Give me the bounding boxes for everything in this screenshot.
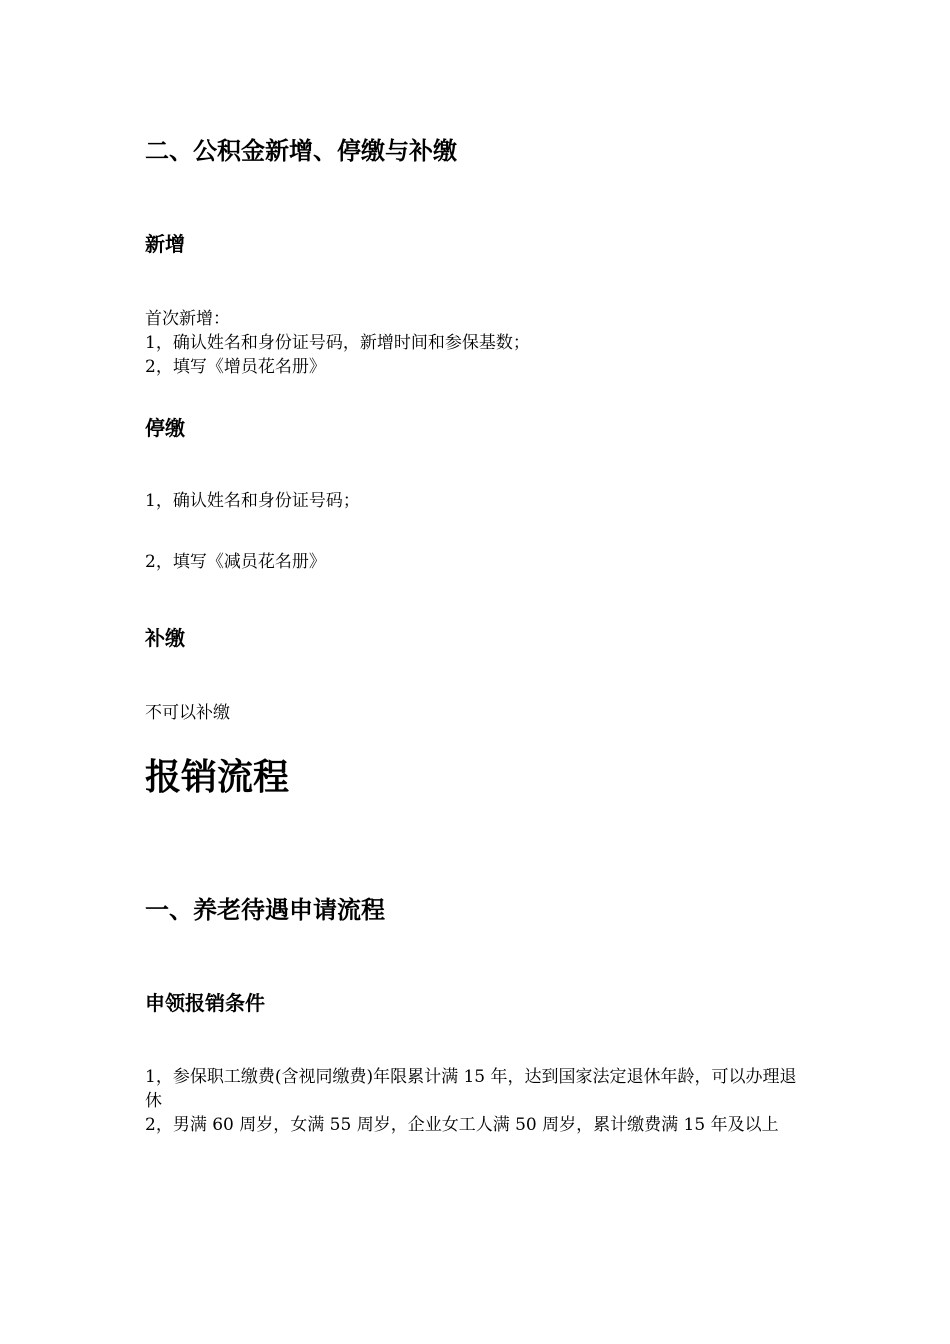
condition-item-1: 1，参保职工缴费(含视同缴费)年限累计满 15 年，达到国家法定退休年龄，可以办理退休 bbox=[145, 1067, 797, 1111]
stop-step-2: 2，填写《减员花名册》 bbox=[145, 552, 326, 572]
heading-supplement: 补缴 bbox=[145, 626, 185, 650]
supplement-text: 不可以补缴 bbox=[145, 703, 230, 723]
condition-item-2: 2，男满 60 周岁，女满 55 周岁，企业女工人满 50 周岁，累计缴费满 15 年及以上 bbox=[145, 1115, 779, 1135]
stop-step-1: 1，确认姓名和身份证号码； bbox=[145, 491, 360, 511]
add-intro: 首次新增： bbox=[145, 309, 230, 329]
chapter-title-reimbursement: 报销流程 bbox=[145, 757, 290, 798]
section-title-housing-fund: 二、公积金新增、停缴与补缴 bbox=[145, 137, 457, 165]
heading-add: 新增 bbox=[145, 232, 185, 256]
add-step-2: 2，填写《增员花名册》 bbox=[145, 357, 326, 377]
add-step-1: 1，确认姓名和身份证号码，新增时间和参保基数； bbox=[145, 333, 530, 353]
heading-conditions: 申领报销条件 bbox=[145, 991, 265, 1015]
heading-stop: 停缴 bbox=[145, 416, 185, 440]
section-title-pension: 一、养老待遇申请流程 bbox=[145, 896, 385, 924]
